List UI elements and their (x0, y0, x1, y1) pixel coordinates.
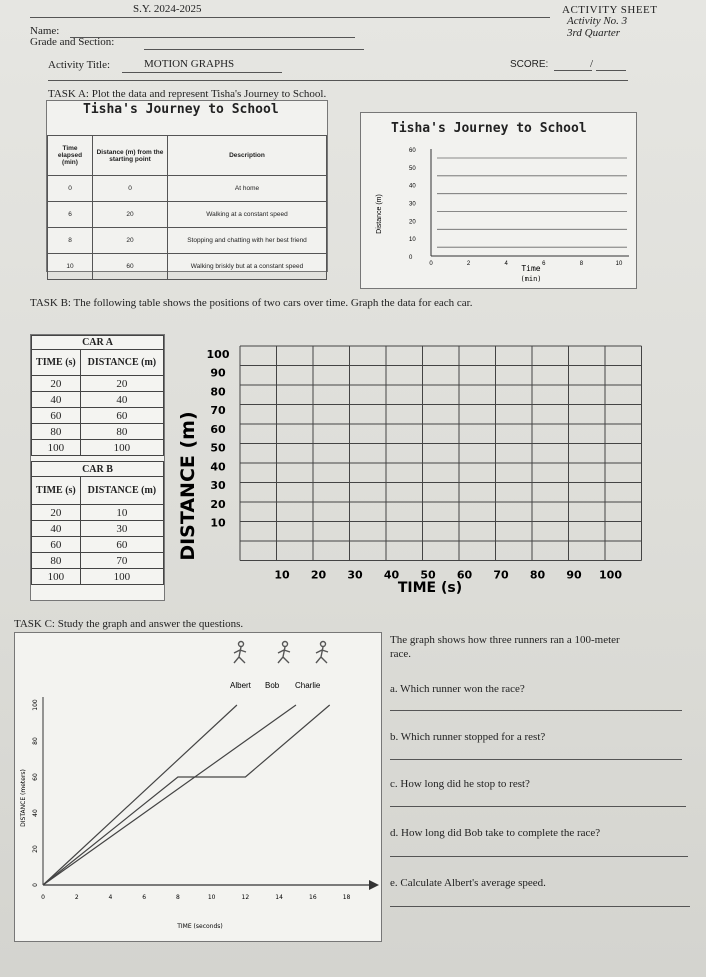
x-tick-label: 10 (615, 261, 623, 267)
runner-icon (278, 642, 290, 664)
y-tick-label: 40 (32, 809, 39, 817)
y-tick-label: 70 (210, 404, 226, 418)
table-header: TIME (s) (32, 477, 81, 505)
question-a: a. Which runner won the race? (390, 683, 525, 695)
table-header: Time elapsed (min) (48, 136, 93, 176)
table-row: 40 40 (32, 392, 164, 408)
y-tick-label: 20 (409, 219, 416, 226)
task-c-intro-1: The graph shows how three runners ran a 100-meter (390, 634, 620, 646)
y-axis-label: DISTANCE (meters) (20, 769, 27, 827)
activity-title-rule (122, 72, 282, 73)
table-row: 0 0 At home (48, 176, 327, 202)
car-graph[interactable] (168, 336, 680, 598)
table-row: 100 100 (32, 569, 164, 585)
task-a-table-card (46, 100, 328, 272)
x-tick-label: 60 (456, 568, 473, 582)
table-row: 40 30 (32, 521, 164, 537)
x-tick-label: 16 (309, 894, 317, 901)
task-a-graph-title: Tisha's Journey to School (391, 121, 587, 136)
x-axis-unit: (min) (520, 275, 542, 283)
table-header: TIME (s) (32, 350, 81, 376)
table-row: 80 70 (32, 553, 164, 569)
question-e: e. Calculate Albert's average speed. (390, 877, 546, 889)
activity-title-label: Activity Title: (48, 59, 111, 71)
x-tick-label: 40 (383, 568, 400, 582)
task-a-graph-card (360, 112, 637, 289)
task-a-instruction: TASK A: Plot the data and represent Tisha's Journey to School. (48, 88, 327, 100)
table-header: DISTANCE (m) (80, 477, 163, 505)
activity-number: Activity No. 3 (567, 15, 628, 27)
task-a-table-title: Tisha's Journey to School (83, 102, 279, 117)
table-header: DISTANCE (m) (80, 350, 163, 376)
y-tick-label: 60 (32, 773, 39, 781)
x-tick-label: 8 (176, 894, 180, 901)
x-axis-label: TIME (s) (397, 580, 463, 596)
title-rule (48, 80, 628, 81)
y-tick-label: 30 (409, 201, 416, 208)
section-field[interactable] (144, 49, 364, 50)
x-axis-arrow (369, 880, 379, 890)
runner-icon (316, 642, 328, 664)
x-tick-label: 6 (142, 894, 147, 901)
tisha-graph[interactable] (361, 139, 636, 287)
x-axis-label: Time (521, 264, 541, 273)
car-a-table (31, 335, 164, 456)
score-separator: / (590, 58, 594, 70)
y-tick-label: 20 (210, 497, 226, 511)
car-a-title: CAR A (32, 336, 164, 350)
y-tick-label: 40 (409, 183, 416, 190)
y-tick-label: 50 (210, 441, 226, 455)
runners-graph[interactable] (15, 633, 381, 941)
x-tick-label: 2 (466, 261, 471, 267)
y-tick-label: 100 (32, 699, 39, 711)
legend-albert: Albert (230, 681, 251, 690)
y-tick-label: 90 (210, 366, 226, 380)
x-tick-label: 70 (493, 568, 509, 582)
series-line-bob (43, 705, 296, 885)
x-tick-label: 100 (599, 568, 622, 582)
x-tick-label: 12 (241, 894, 250, 901)
score-total-field[interactable] (596, 70, 626, 71)
x-tick-label: 90 (566, 568, 582, 582)
school-year: S.Y. 2024-2025 (133, 3, 202, 15)
car-tables-card (30, 334, 165, 601)
answer-line-d[interactable] (390, 856, 688, 857)
y-tick-label: 80 (210, 385, 226, 399)
answer-line-c[interactable] (390, 806, 686, 807)
x-tick-label: 14 (275, 894, 283, 901)
series-line-charlie (43, 705, 330, 885)
table-row: 100 100 (32, 440, 164, 456)
y-tick-label: 80 (32, 737, 39, 745)
table-row: 80 80 (32, 424, 164, 440)
table-header: Distance (m) from the starting point (93, 136, 168, 176)
x-tick-label: 4 (504, 261, 508, 267)
x-tick-label: 80 (529, 568, 546, 582)
answer-line-e[interactable] (390, 906, 690, 907)
tisha-table (47, 135, 327, 280)
x-tick-label: 10 (274, 568, 290, 582)
table-row: 60 60 (32, 537, 164, 553)
header-rule (30, 17, 550, 18)
name-label: Name: (30, 25, 60, 37)
x-axis-label: TIME (seconds) (177, 923, 223, 930)
x-tick-label: 20 (310, 568, 327, 582)
y-tick-label: 50 (409, 165, 416, 172)
question-c: c. How long did he stop to rest? (390, 778, 530, 790)
legend-charlie: Charlie (295, 681, 321, 690)
x-tick-label: 30 (347, 568, 363, 582)
score-label: SCORE: (510, 59, 549, 70)
x-tick-label: 8 (579, 261, 584, 267)
x-tick-label: 0 (429, 261, 433, 267)
y-tick-label: 40 (210, 460, 226, 474)
legend-bob: Bob (265, 681, 280, 690)
y-tick-label: 60 (210, 422, 226, 436)
score-field[interactable] (554, 70, 592, 71)
x-tick-label: 18 (342, 894, 351, 901)
answer-line-a[interactable] (390, 710, 682, 711)
y-axis-label: Distance (m) (376, 194, 383, 234)
y-tick-label: 10 (409, 237, 416, 244)
y-tick-label: 60 (409, 148, 416, 154)
task-c-instruction: TASK C: Study the graph and answer the questions. (14, 618, 244, 630)
table-row: 6 20 Walking at a constant speed (48, 202, 327, 228)
x-tick-label: 4 (108, 894, 113, 901)
answer-line-b[interactable] (390, 759, 682, 760)
x-tick-label: 2 (74, 894, 79, 901)
question-b: b. Which runner stopped for a rest? (390, 731, 546, 743)
runner-figures (234, 642, 328, 664)
task-c-intro-2: race. (390, 648, 412, 660)
x-tick-label: 6 (542, 261, 546, 267)
car-b-title: CAR B (32, 462, 164, 477)
y-tick-label: 0 (32, 883, 39, 887)
y-axis-label: DISTANCE (m) (177, 411, 199, 561)
y-tick-label: 0 (409, 255, 413, 261)
sheet-title: ACTIVITY SHEET (562, 4, 658, 16)
y-tick-label: 20 (32, 845, 39, 853)
task-b-instruction: TASK B: The following table shows the positions of two cars over time. Graph the data for each car. (30, 297, 473, 309)
table-row: 20 20 (32, 376, 164, 392)
runners-graph-card (14, 632, 382, 942)
y-tick-label: 10 (210, 516, 226, 530)
section-label: Grade and Section: (30, 36, 115, 48)
x-tick-label: 10 (207, 894, 216, 901)
series-line-albert (43, 705, 237, 885)
question-d: d. How long did Bob take to complete the race? (390, 827, 601, 839)
y-tick-label: 30 (210, 479, 226, 493)
table-row: 8 20 Stopping and chatting with her best friend (48, 228, 327, 254)
car-b-table (31, 461, 164, 585)
runner-icon (234, 642, 246, 664)
table-row: 60 60 (32, 408, 164, 424)
table-row: 10 60 Walking briskly but at a constant speed (48, 254, 327, 280)
table-header: Description (168, 136, 327, 176)
x-tick-label: 0 (41, 894, 45, 901)
y-tick-label: 100 (206, 348, 230, 361)
quarter: 3rd Quarter (567, 27, 621, 39)
x-tick-label: 50 (420, 568, 436, 582)
table-row: 20 10 (32, 505, 164, 521)
activity-title: MOTION GRAPHS (144, 58, 235, 70)
